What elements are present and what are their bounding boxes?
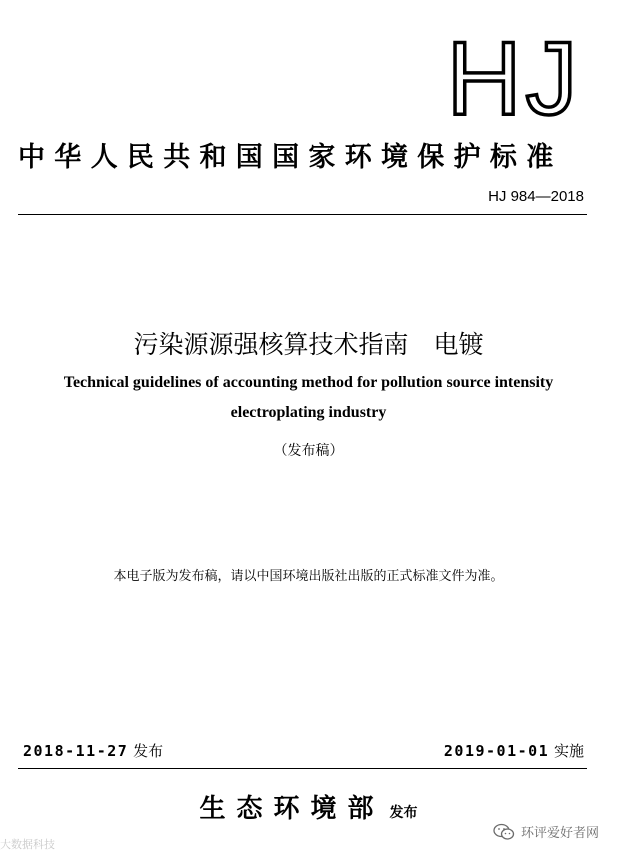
effective-label: 实施 bbox=[553, 742, 584, 760]
standard-type-heading: 中华人民共和国国家环境保护标准 bbox=[18, 142, 563, 173]
watermark-right-text: 环评爱好者网 bbox=[520, 826, 599, 841]
title-english-line1: Technical guidelines of accounting method for pollution source intensity bbox=[63, 374, 554, 391]
wechat-icon bbox=[493, 823, 515, 841]
effective-date: 2019-01-01 bbox=[443, 742, 550, 760]
issue-date: 2018-11-27 bbox=[23, 742, 129, 760]
standard-number: HJ 984—2018 bbox=[488, 188, 584, 205]
header-divider bbox=[18, 214, 587, 215]
hj-logo bbox=[442, 30, 587, 122]
publisher-name: 生态环境部 bbox=[199, 794, 385, 824]
effective-date-block bbox=[444, 740, 584, 761]
title-chinese: 污染源源强核算技术指南 电镀 bbox=[133, 330, 484, 359]
issue-label: 发布 bbox=[133, 742, 164, 760]
watermark-left: 大数据科技 bbox=[0, 838, 55, 851]
footer-divider bbox=[18, 768, 587, 769]
watermark-right bbox=[493, 822, 599, 841]
publisher-block bbox=[0, 788, 617, 825]
electronic-version-notice: 本电子版为发布稿，请以中国环境出版社出版的正式标准文件为准。 bbox=[113, 569, 504, 584]
publisher-suffix: 发布 bbox=[389, 805, 418, 821]
title-english-line2: electroplating industry bbox=[230, 404, 387, 421]
draft-status: （发布稿） bbox=[273, 443, 344, 459]
issue-date-block bbox=[23, 740, 163, 761]
logo-text: HJ bbox=[446, 30, 582, 122]
